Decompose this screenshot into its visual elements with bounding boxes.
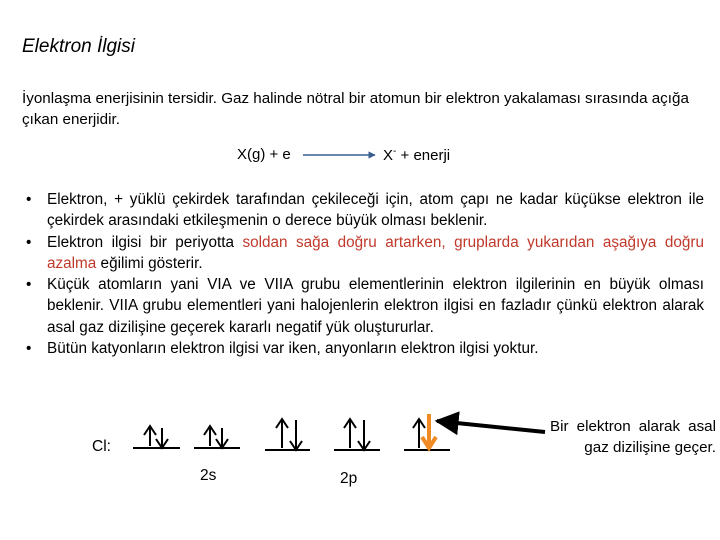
equation-left: X(g) + e: [237, 146, 291, 163]
equation-charge: -: [393, 146, 397, 157]
orbital-box-2p-3: [404, 414, 450, 450]
equation-product-symbol: X: [383, 147, 394, 164]
orbital-2p-label: 2p: [340, 470, 358, 487]
equation-energy: + enerji: [396, 147, 451, 164]
bullet-text: Bütün katyonların elektron ilgisi var iken, anyonların elektron ilgisi yoktur.: [47, 340, 539, 358]
bullet-text: Elektron, + yüklü çekirdek tarafından çekileceği için, atom çapı ne kadar küçükse elektron ile çekirdek arasındaki etkileşmenin o derece büyük olması beklenir.: [47, 191, 704, 230]
orbital-box-1: [133, 426, 180, 448]
orbital-2s-label: 2s: [200, 467, 217, 484]
orbital-box-2p-1: [265, 419, 310, 450]
orbital-box-2s: [194, 426, 240, 448]
intro-paragraph: İyonlaşma enerjisinin tersidir. Gaz halinde nötral bir atomun bir elektron yakalaması sırasında açığa çıkan enerjidir.: [22, 90, 689, 128]
page-title: Elektron İlgisi: [22, 36, 135, 57]
element-label: Cl:: [92, 438, 111, 455]
highlighted-text: soldan sağa doğru artarken, gruplarda yukarıdan aşağıya doğru azalma: [47, 233, 704, 272]
bullet-text: Elektron ilgisi bir periyotta: [47, 233, 243, 251]
orbital-box-2p-2: [334, 419, 380, 450]
bullet-text: eğilimi gösterir.: [96, 254, 203, 272]
side-note: Bir elektron alarak asal gaz dizilişine geçer.: [550, 418, 716, 456]
pointer-arrow: [437, 421, 545, 432]
bullet-text: Küçük atomların yani VIA ve VIIA grubu elementlerinin elektron ilgilerinin en büyük olması beklenir. VIIA grubu elementleri yani halojenlerin elektron ilgisi en fazladır çünkü elektron alarak asal gaz dizilişine geçerek kararlı negatif yük oluştururlar.: [47, 276, 704, 336]
